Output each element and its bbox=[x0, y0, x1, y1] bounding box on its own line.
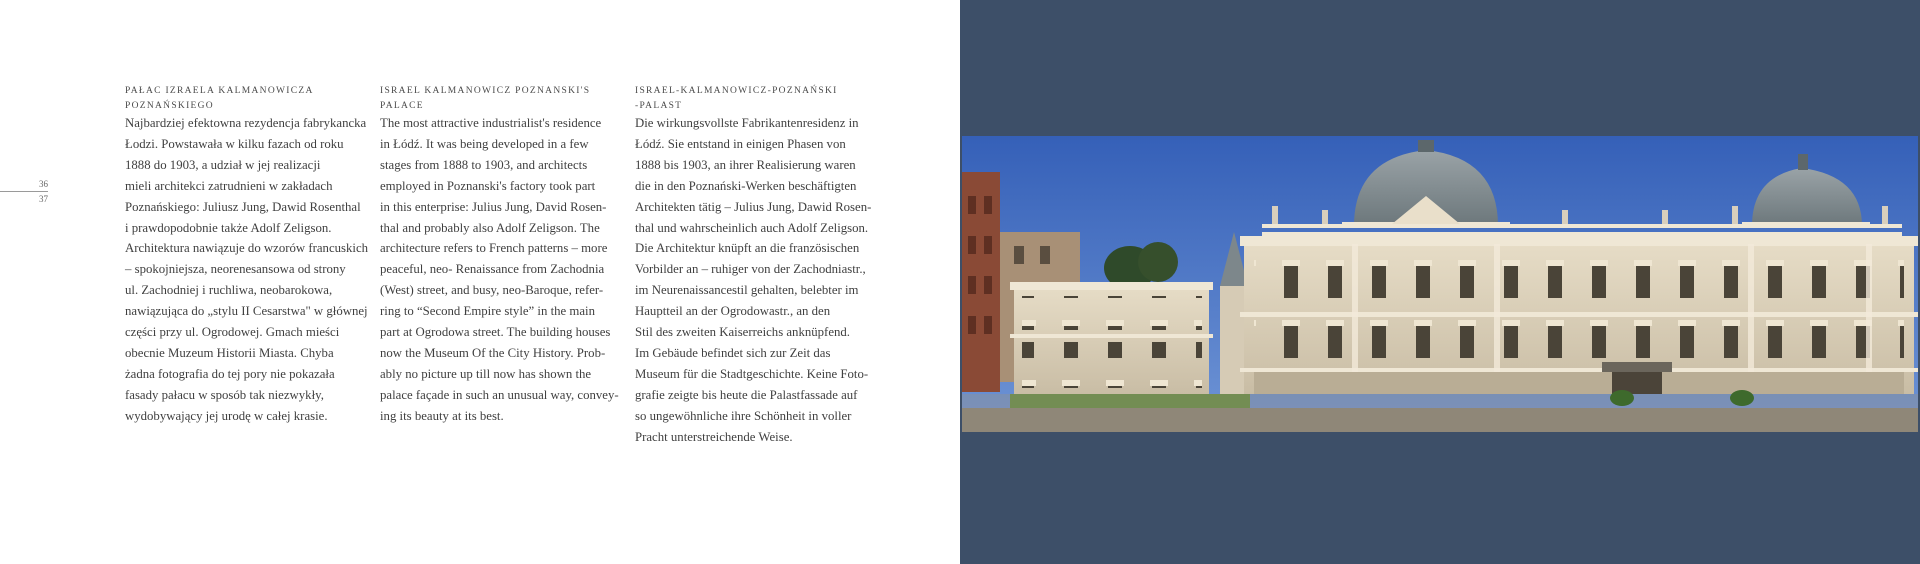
heading-line: -PALAST bbox=[635, 100, 683, 111]
column-body bbox=[380, 113, 630, 427]
body-line: (West) street, and busy, neo-Baroque, refer- bbox=[380, 283, 604, 298]
body-line: Die wirkungsvollste Fabrikantenresidenz in bbox=[635, 116, 859, 130]
body-line: – spokojniejsza, neorenesansowa od strony bbox=[125, 262, 346, 277]
column-body bbox=[125, 113, 375, 427]
body-line: palace façade in such an unusual way, convey- bbox=[380, 387, 619, 402]
body-line: i prawdopodobnie także Adolf Zeligson. bbox=[125, 220, 332, 235]
column-german bbox=[635, 84, 885, 448]
heading-line: POZNAŃSKIEGO bbox=[125, 100, 214, 111]
body-line: Hauptteil an der Ogrodowastr., an den bbox=[635, 304, 831, 319]
body-line: Vorbilder an – ruhiger von der Zachodniastr., bbox=[635, 262, 866, 277]
body-line: peaceful, neo- Renaissance from Zachodnia bbox=[380, 262, 605, 277]
body-line: employed in Poznanski's factory took part bbox=[380, 178, 596, 193]
body-line: Architekten tätig – Julius Jung, Dawid Rosen- bbox=[635, 199, 872, 214]
body-line: wydobywający jej urodę w całej krasie. bbox=[125, 408, 328, 423]
body-line: Łodzi. Powstawała w kilku fazach od roku bbox=[125, 136, 344, 151]
body-line: architecture refers to French patterns – more bbox=[380, 241, 608, 256]
column-body bbox=[635, 113, 885, 448]
body-line: 1888 do 1903, a udział w jej realizacji bbox=[125, 157, 321, 172]
column-polish bbox=[125, 84, 375, 427]
body-line: ul. Zachodniej i ruchliwa, neobarokowa, bbox=[125, 283, 333, 298]
entrance-canopy bbox=[1602, 362, 1672, 372]
page-numbers bbox=[0, 178, 48, 205]
body-line: in Łódź. It was being developed in a few bbox=[380, 136, 589, 151]
column-english bbox=[380, 84, 630, 427]
palace-illustration bbox=[962, 136, 1918, 432]
body-line: Najbardziej efektowna rezydencja fabrykancka bbox=[125, 116, 367, 130]
body-line: Museum für die Stadtgeschichte. Keine Foto- bbox=[635, 366, 869, 381]
body-line: Pracht unterstreichende Weise. bbox=[635, 429, 793, 444]
column-heading bbox=[635, 84, 885, 113]
body-line: in this enterprise: Julius Jung, David Rosen- bbox=[380, 199, 607, 214]
body-line: part at Ogrodowa street. The building houses bbox=[380, 325, 611, 340]
body-line: fasady pałacu w sposób tak niezwykły, bbox=[125, 387, 324, 402]
body-line: The most attractive industrialist's residence bbox=[380, 116, 602, 130]
body-line: 1888 bis 1903, an ihrer Realisierung waren bbox=[635, 157, 856, 172]
body-line: żadna fotografia do tej pory nie pokazała bbox=[125, 366, 335, 381]
page-number-divider bbox=[0, 191, 48, 192]
body-line: so ungewöhnliche ihre Schönheit in voller bbox=[635, 408, 852, 423]
body-line: im Neurenaissancestil gehalten, belebter im bbox=[635, 283, 859, 298]
heading-line: PALACE bbox=[380, 100, 424, 111]
body-line: Poznańskiego: Juliusz Jung, Dawid Rosenthal bbox=[125, 199, 361, 214]
body-line: now the Museum Of the City History. Prob- bbox=[380, 345, 606, 360]
body-line: Im Gebäude befindet sich zur Zeit das bbox=[635, 345, 831, 360]
body-line: Stil des zweiten Kaiserreichs anknüpfend. bbox=[635, 325, 850, 340]
heading-line: ISRAEL KALMANOWICZ POZNANSKI'S bbox=[380, 86, 591, 96]
body-line: ing its beauty at its best. bbox=[380, 408, 504, 423]
page-number-right: 37 bbox=[39, 194, 48, 204]
body-line: części przy ul. Ogrodowej. Gmach mieści bbox=[125, 325, 340, 340]
body-line: mieli architekci zatrudnieni w zakładach bbox=[125, 178, 333, 193]
body-line: stages from 1888 to 1903, and architects bbox=[380, 157, 588, 172]
body-line: grafie zeigte bis heute die Palastfassade auf bbox=[635, 387, 858, 402]
palace-photograph bbox=[962, 136, 1918, 432]
brick-building bbox=[962, 172, 1000, 392]
heading-line: PAŁAC IZRAELA KALMANOWICZA bbox=[125, 86, 314, 96]
body-line: Architektura nawiązuje do wzorów francuskich bbox=[125, 241, 369, 256]
body-line: nawiązująca do „stylu II Cesarstwa" w głównej bbox=[125, 304, 368, 319]
body-line: Łódź. Sie entstand in einigen Phasen von bbox=[635, 136, 846, 151]
body-line: thal und wahrscheinlich auch Adolf Zeligson. bbox=[635, 220, 869, 235]
body-line: die in den Poznański-Werken beschäftigten bbox=[635, 178, 857, 193]
body-line: thal and probably also Adolf Zeligson. The bbox=[380, 220, 600, 235]
heading-line: ISRAEL-KALMANOWICZ-POZNAŃSKI bbox=[635, 86, 838, 96]
body-line: ring to “Second Empire style” in the main bbox=[380, 304, 596, 319]
body-line: Die Architektur knüpft an die französischen bbox=[635, 241, 860, 256]
column-heading bbox=[380, 84, 630, 113]
body-line: ably no picture up till now has shown the bbox=[380, 366, 592, 381]
column-heading bbox=[125, 84, 375, 113]
page-number-left: 36 bbox=[39, 179, 48, 189]
body-line: obecnie Muzeum Historii Miasta. Chyba bbox=[125, 345, 334, 360]
